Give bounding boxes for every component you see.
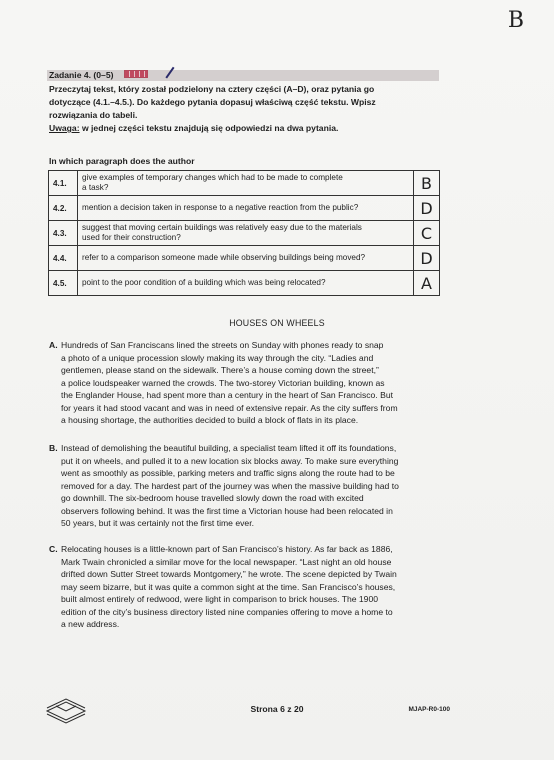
question-number: 4.2. [49, 196, 78, 221]
table-row [49, 246, 440, 271]
paragraph-line: drifted down Sutter Street towards Montgomery,” he wrote. The scene depicted by Twain [61, 569, 397, 579]
paragraph-line: observers following behind. It was the first time a Victorian house had been relocated in [61, 505, 393, 516]
handwritten-corner-mark: B [507, 8, 524, 33]
answer-cell[interactable]: D [414, 196, 440, 221]
question-line: mention a decision taken in response to a negative reaction from the public? [82, 203, 359, 212]
answer-cell[interactable]: A [414, 271, 440, 296]
answer-cell[interactable]: C [414, 221, 440, 246]
paragraph-line: Relocating houses is a little-known part of San Francisco’s history. As far back as 1886, [61, 544, 393, 554]
question-text [78, 246, 414, 271]
question-line: a task? [82, 183, 109, 192]
paragraph-line: a housing shortage, the authorities decided to build a block of flats in its place. [61, 415, 359, 425]
pen-stroke-icon [165, 67, 174, 79]
paragraph-body [49, 339, 441, 427]
question-line: suggest that moving certain buildings was relatively easy due to the materials [82, 223, 362, 232]
paragraph-line: gentlemen, please stand on the sidewalk. There’s a house coming down the street,” [61, 365, 379, 375]
answer-table [48, 170, 440, 296]
paragraph-line: built almost entirely of redwood, were light in comparison to brick houses. The 1900 [61, 594, 379, 604]
points-boxes-icon [124, 70, 148, 78]
question-number: 4.1. [49, 171, 78, 196]
article-title: HOUSES ON WHEELS [229, 318, 325, 328]
paragraph-line: a photo of a unique procession slowly making its way through the city. “Ladies and [61, 352, 374, 363]
paragraph-line: Hundreds of San Franciscans lined the streets on Sunday with phones ready to snap [61, 340, 384, 350]
task-note [49, 122, 449, 135]
paragraph-line: put it on wheels, and pulled it to a new location six blocks away. To make sure everything [61, 455, 399, 466]
page-number: Strona 6 z 20 [250, 704, 304, 714]
question-intro: In which paragraph does the author [49, 156, 195, 166]
paragraph-line: for years it had stood vacant and was in need of extensive repair. As the city suffers from [61, 402, 398, 413]
task-instructions [49, 83, 449, 135]
instructions-line: dotyczące (4.1.–4.5.). Do każdego pytania dopasuj właściwą część tekstu. Wpisz [49, 97, 376, 107]
question-number: 4.4. [49, 246, 78, 271]
paragraph-line: may seem bizarre, but it was quite a common sight at the time. San Francisco’s houses, [61, 581, 396, 592]
paragraph-letter: C. [49, 544, 58, 554]
paragraph-a [49, 339, 441, 427]
paragraph-line: Mark Twain chronicled a similar move for the local newspaper. “Last night an old house [61, 556, 392, 567]
question-line: used for their construction? [82, 233, 181, 242]
question-text [78, 196, 414, 221]
question-line: refer to a comparison someone made while observing buildings being moved? [82, 253, 366, 262]
instructions-line: Przeczytaj tekst, który został podzielony na cztery części (A–D), oraz pytania go [49, 84, 375, 94]
question-number: 4.3. [49, 221, 78, 246]
paragraph-line: a police loudspeaker warned the crowds. The two-storey Victorian building, known as [61, 377, 385, 388]
question-line: give examples of temporary changes which had to be made to complete [82, 173, 343, 182]
paragraph-line: Instead of demolishing the beautiful building, a specialist team lifted it off its foundations, [61, 443, 397, 453]
paragraph-body [49, 543, 441, 631]
exam-code: MJAP-R0-100 [408, 706, 450, 713]
paragraph-b [49, 442, 441, 530]
question-text [78, 221, 414, 246]
note-label: Uwaga: [49, 123, 80, 133]
paragraph-line: went as smoothly as possible, parking meters and traffic signs along the route had to be [61, 468, 395, 478]
table-row [49, 221, 440, 246]
note-text: w jednej części tekstu znajdują się odpowiedzi na dwa pytania. [79, 123, 339, 133]
table-row [49, 196, 440, 221]
paragraph-line: removed for a day. The hardest part of the journey was when the massive building had to [61, 480, 399, 491]
paragraph-line: the Englander House, had spent more than a century in the heart of San Francisco. But [61, 390, 394, 400]
question-text [78, 271, 414, 296]
paragraph-letter: B. [49, 443, 58, 453]
task-title: Zadanie 4. (0–5) [49, 70, 114, 80]
table-row [49, 271, 440, 296]
paragraph-c [49, 543, 441, 631]
question-text [78, 171, 414, 196]
paragraph-line: 50 years, but it was certainly not the first time ever. [61, 518, 254, 528]
question-number: 4.5. [49, 271, 78, 296]
paragraph-line: a new address. [61, 619, 120, 629]
table-row [49, 171, 440, 196]
task-header [47, 70, 439, 81]
answer-cell[interactable]: D [414, 246, 440, 271]
instructions-line: rozwiązania do tabeli. [49, 110, 138, 120]
paragraph-body [49, 442, 441, 530]
paragraph-line: edition of the city’s business directory listed nine companies offering to move a home to [61, 606, 393, 617]
question-line: point to the poor condition of a building which was being relocated? [82, 278, 326, 287]
paragraph-line: go downhill. The six-bedroom house travelled slowly down the road with excited [61, 493, 364, 503]
paragraph-letter: A. [49, 340, 58, 350]
answer-cell[interactable]: B [414, 171, 440, 196]
